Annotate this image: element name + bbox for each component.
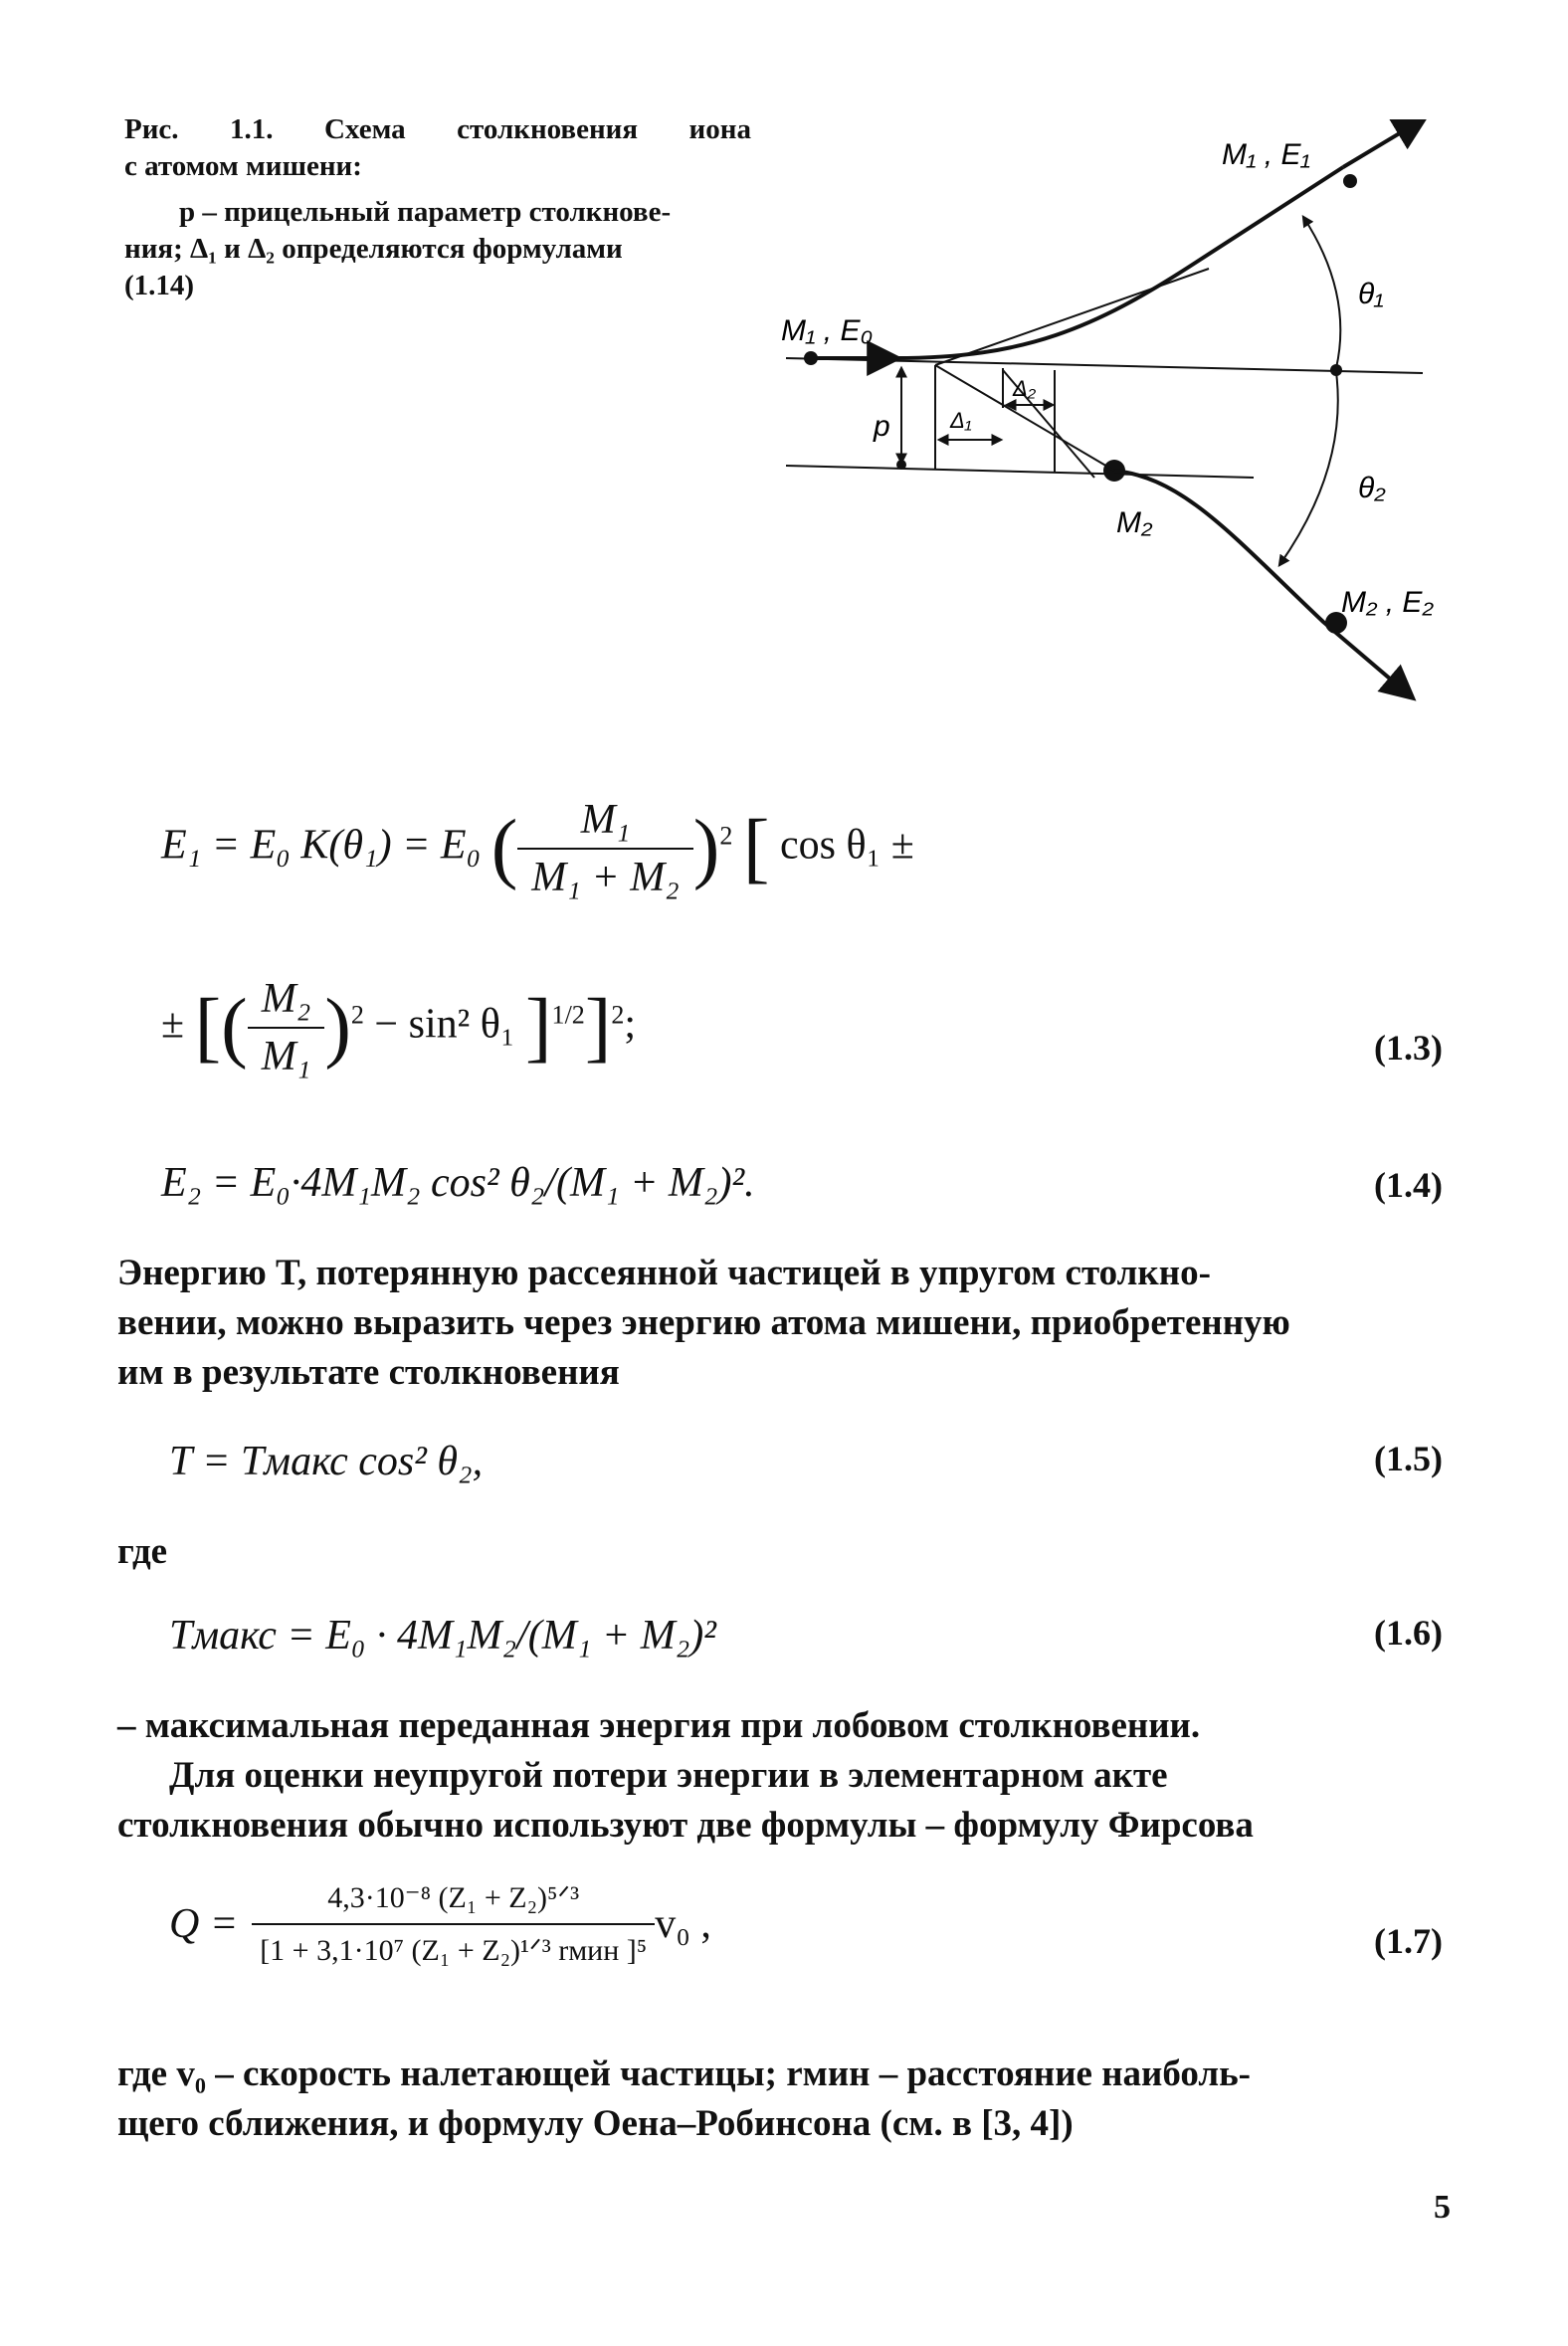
- bracket-open: [: [194, 983, 222, 1072]
- scattered-ion-arrow: [1343, 119, 1423, 167]
- bracket-close-outer: ]: [584, 983, 612, 1072]
- label-theta2: θ₂: [1358, 472, 1386, 504]
- fraction-mass-ratio: [517, 796, 693, 901]
- theta2-arc: [1279, 372, 1338, 565]
- caption-line-1: [124, 111, 751, 148]
- text-line: им в результате столкновения: [117, 1352, 620, 1393]
- equation-number-1-6: (1.6): [1374, 1613, 1443, 1653]
- eq-1-5: T = Tмакс cos² θ₂,: [169, 1439, 484, 1484]
- caption-desc-line: ния; Δ₁ и Δ₂ определяются формулами: [124, 233, 623, 265]
- denominator: [1 + 3,1·10⁷ (Z₁ + Z₂)¹ᐟ³ rмин ]⁵: [252, 1923, 655, 1968]
- figure-caption-title: [124, 111, 751, 185]
- eq-1-6: Tмакс = E₀ · 4M₁M₂/(M₁ + M₂)²: [169, 1613, 716, 1659]
- text-line: – максимальная переданная энергия при лобовом столкновении.: [117, 1705, 1201, 1746]
- paragraph-energy-loss: [117, 1249, 1443, 1398]
- label-p: p: [874, 410, 890, 443]
- caption-word: столкновения: [457, 113, 639, 145]
- semicolon: ;: [624, 1001, 637, 1048]
- paren-open: (: [221, 983, 248, 1072]
- text-line: где v₀ – скорость налетающей частицы; rмин – расстояние наиболь-: [117, 2053, 1251, 2094]
- equation-number-1-7: (1.7): [1374, 1921, 1443, 1961]
- power-half: 1/2: [551, 1000, 585, 1030]
- eq-1-3-lhs: E₁ = E₀ K(θ₁) = E₀: [161, 822, 482, 869]
- equation-number-1-5: (1.5): [1374, 1439, 1443, 1478]
- text-line: столкновения обычно используют две формулы – формулу Фирсова: [117, 1805, 1254, 1846]
- bracket-open: [: [742, 804, 770, 892]
- pm-sign: ±: [161, 1001, 185, 1048]
- caption-line-2: с атомом мишени:: [124, 150, 362, 182]
- label-theta1: θ₁: [1358, 278, 1384, 310]
- caption-word: иона: [688, 113, 751, 145]
- paren-close: ): [692, 804, 720, 892]
- exponent: 2: [719, 821, 733, 851]
- caption-desc-line: p – прицельный параметр столкнове-: [179, 196, 672, 228]
- numerator: M₁: [580, 797, 631, 843]
- fraction-mass-ratio-2: [248, 975, 325, 1080]
- paren-close: ): [324, 983, 351, 1072]
- eq-1-7-lhs: Q =: [169, 1901, 239, 1947]
- numerator: 4,3·10⁻⁸ (Z₁ + Z₂)⁵ᐟ³: [327, 1881, 580, 1914]
- text-line: щего сближения, и формулу Оена–Робинсона (см. в [3, 4]): [117, 2103, 1074, 2144]
- denominator: M₁: [248, 1027, 325, 1080]
- label-delta2: Δ₂: [1013, 376, 1037, 401]
- equation-number-1-4: (1.4): [1374, 1165, 1443, 1205]
- ion-final-dot: [1343, 174, 1357, 188]
- label-delta1: Δ₁: [950, 408, 972, 433]
- eq-1-3-tail: cos θ₁ ±: [779, 822, 914, 869]
- text-span: Энергию T, потерянную рассеянной частицей в упругом столкно-: [117, 1253, 1211, 1293]
- outer-exponent: 2: [611, 1000, 625, 1030]
- text-line: Для оценки неупругой потери энергии в элементарном акте: [169, 1755, 1168, 1796]
- equation-number-1-3: (1.3): [1374, 1028, 1443, 1068]
- axis-line-upper: [786, 358, 1423, 373]
- minus-sin-term: − sin² θ₁: [374, 1001, 515, 1048]
- label-m1-e0: M₁ , E₀: [781, 314, 874, 347]
- ion-initial-dot: [804, 351, 818, 365]
- text-line: [117, 1249, 1443, 1298]
- theta1-arc: [1303, 217, 1340, 368]
- eq-1-3-line2: [161, 975, 636, 1080]
- eq-1-3-line1: [161, 796, 914, 901]
- exponent: 2: [350, 1000, 364, 1030]
- impact-parameter-dot: [896, 460, 906, 470]
- eq-1-4: E₂ = E₀·4M₁M₂ cos² θ₂/(M₁ + M₂)².: [161, 1160, 755, 1206]
- ion-trajectory: [895, 167, 1343, 358]
- label-m1-e1: M₁ , E₁: [1222, 138, 1310, 171]
- text-line: вении, можно выразить через энергию атома мишени, приобретенную: [117, 1302, 1290, 1343]
- where-word: где: [117, 1531, 168, 1572]
- paragraph-inelastic: [117, 1701, 1443, 1851]
- axis-line-lower: [786, 466, 1254, 478]
- recoil-atom-trajectory: [1114, 471, 1411, 696]
- caption-word: Схема: [323, 113, 406, 145]
- eq-1-7: [169, 1880, 711, 1968]
- caption-word: 1.1.: [230, 113, 274, 145]
- eq-1-7-rhs: v₀ ,: [655, 1901, 711, 1947]
- caption-word: Рис.: [124, 113, 179, 145]
- label-m2-e2: M₂ , E₂: [1341, 586, 1434, 619]
- paragraph-definitions: [117, 2050, 1443, 2149]
- construction-line-b: [935, 269, 1209, 365]
- firsov-fraction: [252, 1880, 655, 1968]
- bracket-close: ]: [524, 983, 552, 1072]
- caption-desc-line: (1.14): [124, 270, 195, 301]
- label-m2: M₂: [1116, 506, 1153, 539]
- collision-diagram: [766, 119, 1443, 706]
- page-number: 5: [1434, 2189, 1451, 2226]
- paren-open: (: [490, 804, 518, 892]
- denominator: M₁ + M₂: [517, 848, 693, 901]
- figure-caption-description: [124, 194, 751, 304]
- numerator: M₂: [261, 976, 311, 1022]
